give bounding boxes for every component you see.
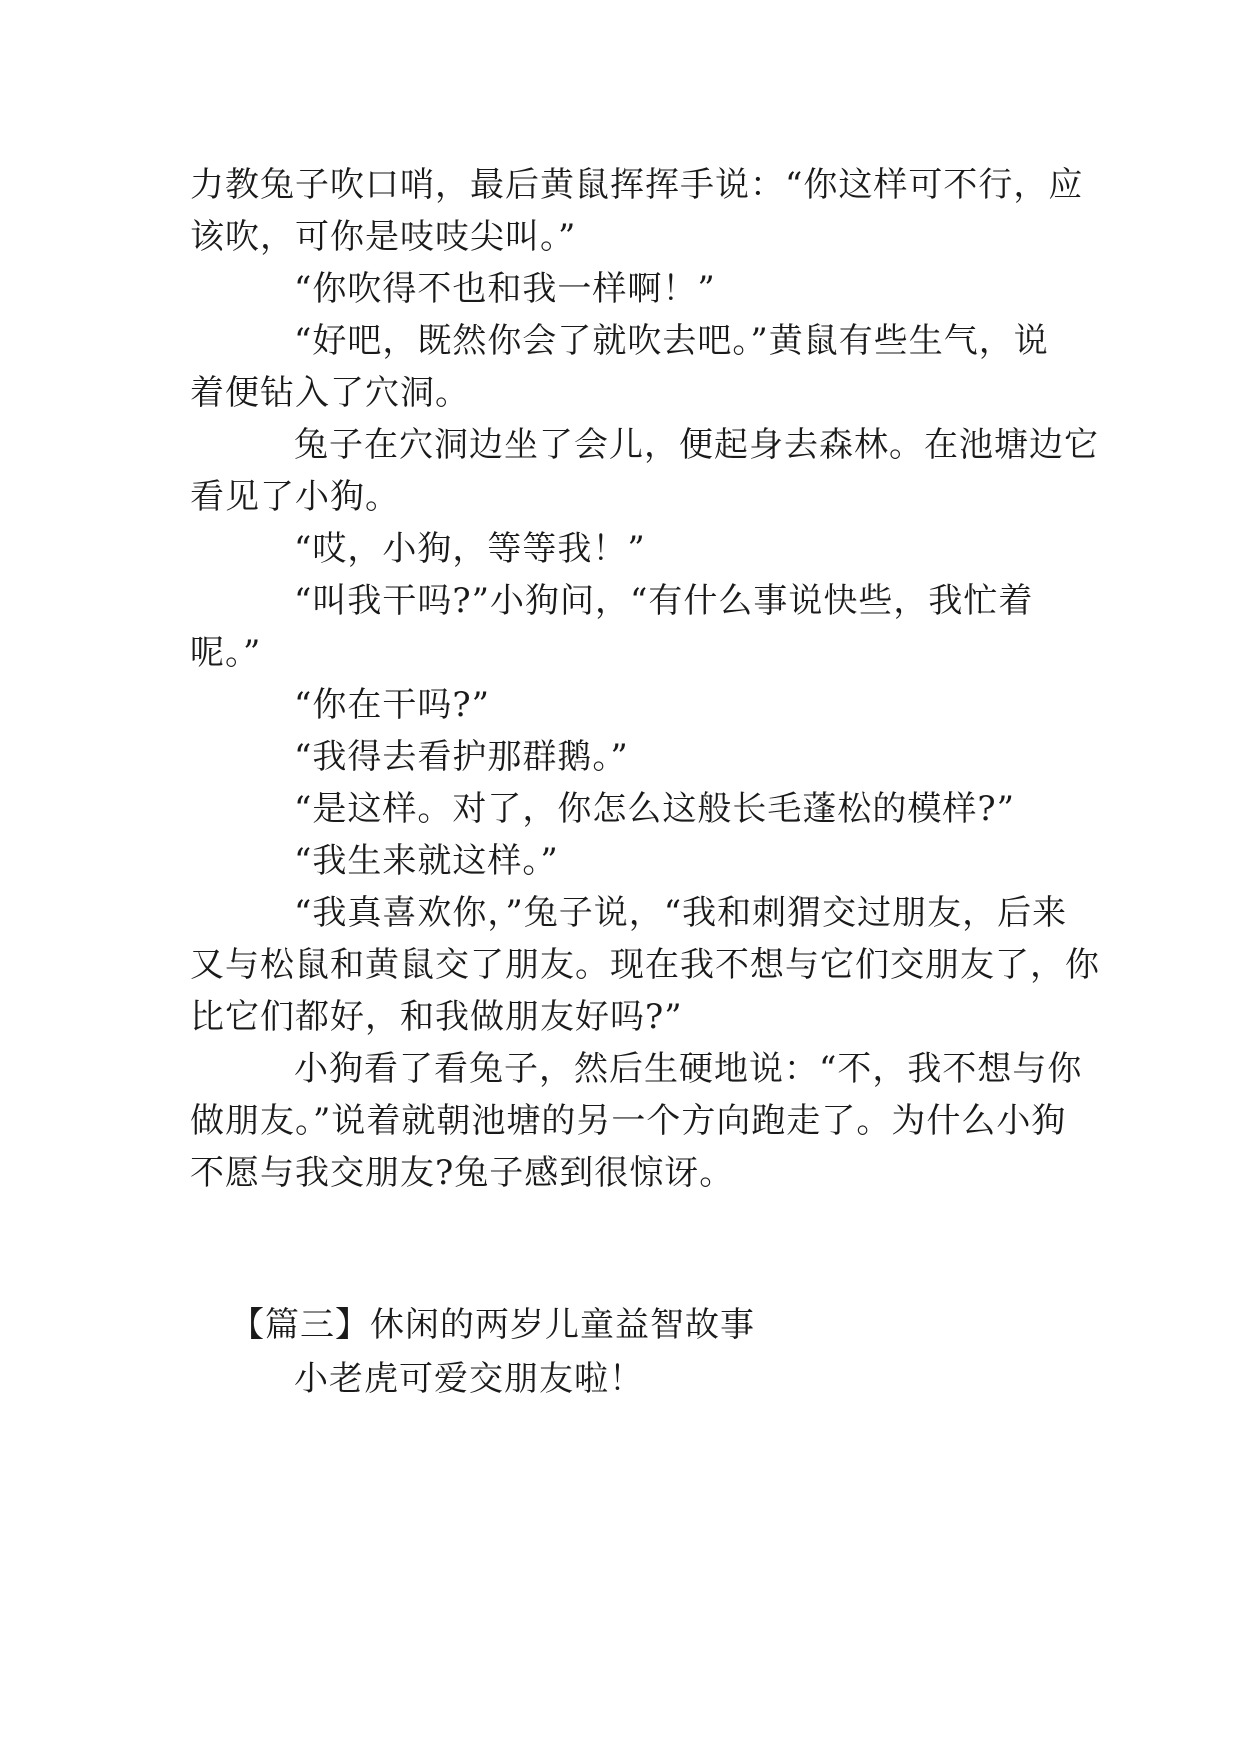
paragraph-line: “我真喜欢你，”兔子说，“我和刺猬交过朋友，后来 [294, 893, 1068, 933]
paragraph-line: 该吹，可你是吱吱尖叫。” [190, 217, 577, 257]
paragraph-line: “我生来就这样。” [294, 841, 559, 881]
paragraph-line: 看见了小狗。 [190, 477, 400, 517]
paragraph-line: “你吹得不也和我一样啊！” [294, 269, 716, 309]
paragraph-line: 小狗看了看兔子，然后生硬地说：“不，我不想与你 [294, 1049, 1083, 1089]
paragraph-line: 着便钻入了穴洞。 [190, 373, 470, 413]
paragraph-line: “你在干吗?” [294, 685, 490, 725]
section-subtitle: 小老虎可爱交朋友啦！ [294, 1359, 644, 1399]
section-heading: 【篇三】休闲的两岁儿童益智故事 [230, 1305, 755, 1345]
paragraph-line: 力教兔子吹口哨，最后黄鼠挥挥手说：“你这样可不行，应 [190, 165, 1084, 205]
paragraph-line: 兔子在穴洞边坐了会儿，便起身去森林。在池塘边它 [294, 425, 1099, 465]
paragraph-line: 做朋友。”说着就朝池塘的另一个方向跑走了。为什么小狗 [190, 1101, 1067, 1141]
paragraph-line: 又与松鼠和黄鼠交了朋友。现在我不想与它们交朋友了，你 [190, 945, 1100, 985]
paragraph-line: “好吧，既然你会了就吹去吧。”黄鼠有些生气，说 [294, 321, 1049, 361]
paragraph-line: 比它们都好，和我做朋友好吗?” [190, 997, 683, 1037]
paragraph-line: “叫我干吗?”小狗问，“有什么事说快些，我忙着 [294, 581, 1034, 621]
paragraph-line: “我得去看护那群鹅。” [294, 737, 629, 777]
paragraph-line: 不愿与我交朋友?兔子感到很惊讶。 [190, 1153, 735, 1193]
paragraph-line: 呢。” [190, 633, 262, 673]
paragraph-line: “哎，小狗，等等我！” [294, 529, 646, 569]
paragraph-line: “是这样。对了，你怎么这般长毛蓬松的模样?” [294, 789, 1015, 829]
